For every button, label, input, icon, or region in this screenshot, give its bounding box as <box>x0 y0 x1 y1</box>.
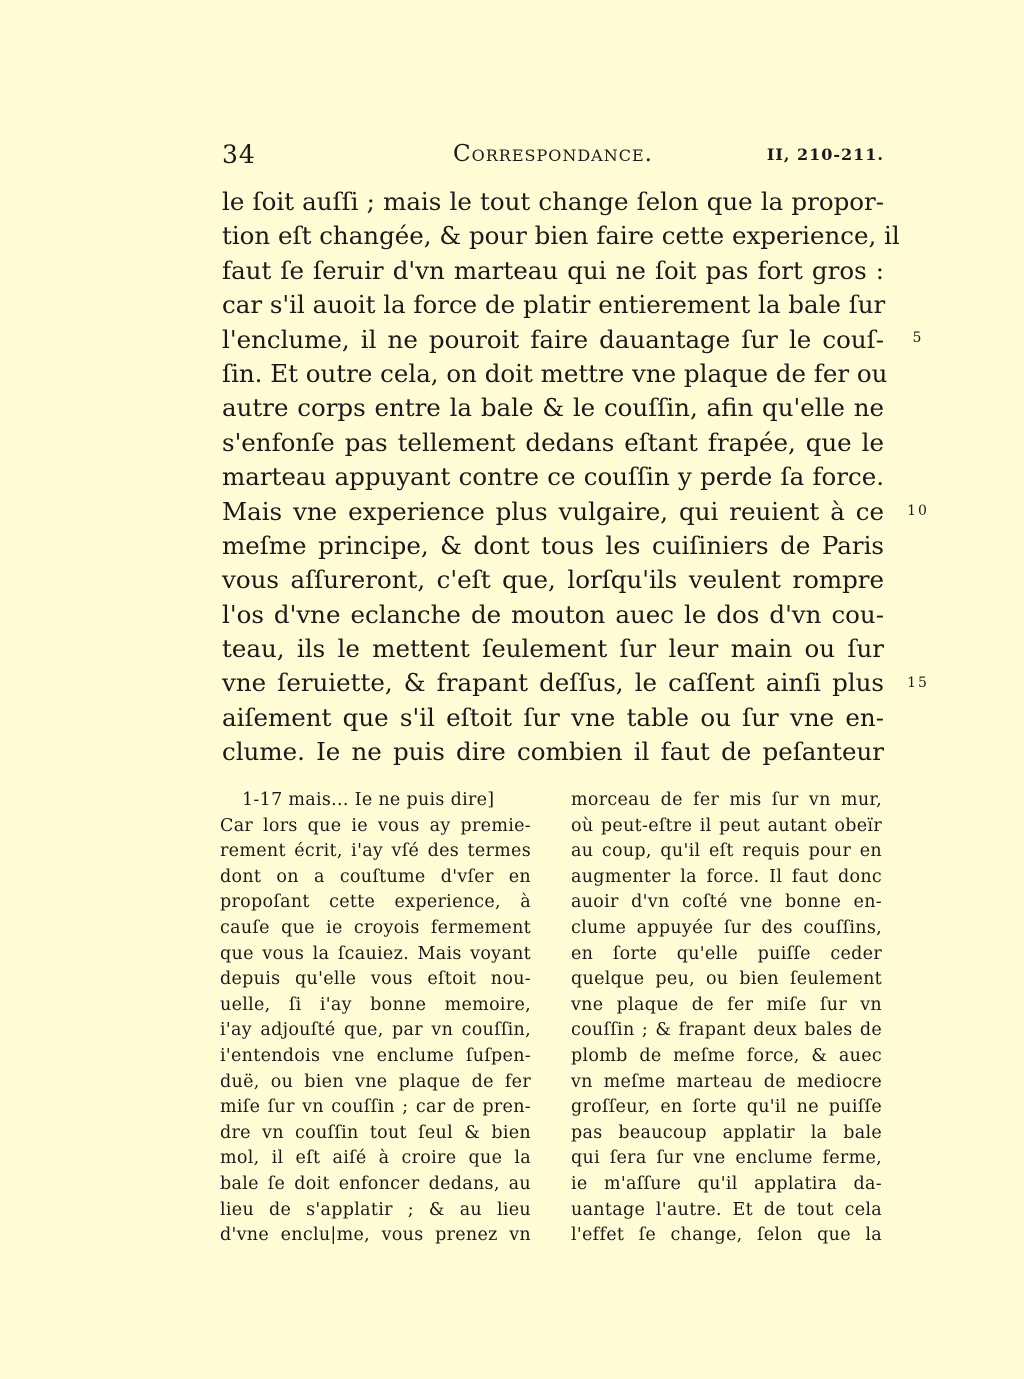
footnote-column-left <box>220 788 531 1249</box>
footnote-line: morceau de fer mis ſur vn mur, <box>571 790 882 810</box>
footnote-line: lieu de s'applatir ; & au lieu <box>220 1199 531 1220</box>
footnote-line: vne plaque de fer miſe ſur vn <box>571 994 882 1015</box>
main-text-line: clume. Ie ne puis dire combien il faut de peſanteur <box>222 737 884 767</box>
main-text-line: l'enclume, il ne pouroit faire dauantage ſur le couſ- <box>222 324 884 354</box>
footnote-line: l'effet ſe change, ſelon que la <box>571 1225 882 1246</box>
footnote-line: 1-17 mais... Ie ne puis dire] <box>242 790 495 810</box>
footnote-line: qui ſera ſur vne enclume ferme, <box>571 1148 882 1169</box>
page-number: 34 <box>222 140 256 169</box>
main-text-line: car s'il auoit la force de platir entierement la bale ſur <box>222 290 886 320</box>
footnote-line: pas beaucoup applatir la bale <box>571 1122 882 1143</box>
main-text-line: Mais vne experience plus vulgaire, qui reuient à ce <box>222 496 884 526</box>
main-text-line: faut ſe ſeruir d'vn marteau qui ne ſoit pas fort gros : <box>222 255 884 285</box>
footnote-line: uelle, ſi i'ay bonne memoire, <box>220 994 531 1015</box>
main-text-line: autre corps entre la bale & le couſſin, afin qu'elle ne <box>222 393 884 423</box>
footnote-line: d'vne enclu|me, vous prenez vn <box>220 1225 531 1246</box>
main-text-line: le ſoit auſſi ; mais le tout change ſelon que la propor- <box>222 187 884 216</box>
main-text-block <box>222 185 900 770</box>
footnote-line: clume appuyée ſur des couſſins, <box>571 917 882 938</box>
footnote-line: plomb de meſme force, & auec <box>571 1045 882 1066</box>
footnote-line: rement écrit, i'ay vſé des termes <box>220 841 531 862</box>
footnote-line: couſſin ; & frapant deux bales de <box>571 1020 882 1041</box>
footnote-line: i'ay adjouſté que, par vn couſſin, <box>220 1020 531 1041</box>
footnote-line: dont on a couſtume d'vſer en <box>220 866 531 887</box>
line-number: 10 <box>907 503 929 519</box>
running-title: Correspondance. <box>453 141 653 167</box>
main-text-line: vous aſſureront, c'eſt que, lorſqu'ils veulent rompre <box>222 565 884 595</box>
footnote-line: ie m'aſſure qu'il applatira da- <box>571 1173 882 1194</box>
footnote-line: i'entendois vne enclume ſuſpen- <box>220 1045 531 1066</box>
footnote-line: augmenter la force. Il faut donc <box>571 866 882 887</box>
footnote-line: vn meſme marteau de mediocre <box>571 1071 882 1092</box>
footnote-line: auoir d'vn coſté vne bonne en- <box>571 892 882 913</box>
main-text-line: ſin. Et outre cela, on doit mettre vne plaque de fer ou <box>222 358 888 388</box>
footnote-line: duë, ou bien vne plaque de fer <box>220 1071 531 1092</box>
footnote-line: miſe ſur vn couſſin ; car de pren- <box>220 1097 531 1118</box>
main-text-line: aiſement que s'il eſtoit ſur vne table ou ſur vne en- <box>222 702 884 732</box>
footnote-line: Car lors que ie vous ay premie- <box>220 815 531 836</box>
line-number: 5 <box>912 330 924 346</box>
footnote-column-right <box>571 788 882 1249</box>
footnote-line: bale ſe doit enfoncer dedans, au <box>220 1173 531 1194</box>
footnote-line: que vous la ſcauiez. Mais voyant <box>220 943 531 964</box>
main-text-line: vne ſeruiette, & frapant deſſus, le caſſent ainſi plus <box>222 668 884 698</box>
main-text-line: marteau appuyant contre ce couſſin y perde ſa force. <box>222 462 884 492</box>
footnote-line: dre vn couſſin tout ſeul & bien <box>220 1122 531 1143</box>
footnote-line: depuis qu'elle vous eſtoit nou- <box>220 969 531 990</box>
footnote-line: au coup, qu'il eſt requis pour en <box>571 841 882 862</box>
footnote-line: propoſant cette experience, à <box>220 892 531 913</box>
main-text-line: meſme principe, & dont tous les cuiſiniers de Paris <box>222 530 884 560</box>
main-text-line: s'enfonſe pas tellement dedans eſtant frapée, que le <box>222 427 884 457</box>
page-reference: II, 210-211. <box>766 145 884 164</box>
line-number: 15 <box>907 675 929 691</box>
footnote-line: mol, il eſt aiſé à croire que la <box>220 1148 531 1169</box>
running-head <box>222 140 884 172</box>
footnote-line: où peut-eſtre il peut autant obeïr <box>571 815 882 836</box>
main-text-line: tion eſt changée, & pour bien faire cette experience, il <box>222 221 900 251</box>
footnote-line: cauſe que ie croyois fermement <box>220 917 531 938</box>
footnote-line: en ſorte qu'elle puiſſe ceder <box>571 943 882 964</box>
footnote-line: groſſeur, en ſorte qu'il ne puiſſe <box>571 1097 882 1118</box>
main-text-line: l'os d'vne eclanche de mouton auec le dos d'vn cou- <box>222 599 884 629</box>
footnote-line: uantage l'autre. Et de tout cela <box>571 1199 882 1220</box>
main-text-line: teau, ils le mettent ſeulement ſur leur main ou ſur <box>222 634 884 664</box>
footnote-line: quelque peu, ou bien ſeulement <box>571 969 882 990</box>
